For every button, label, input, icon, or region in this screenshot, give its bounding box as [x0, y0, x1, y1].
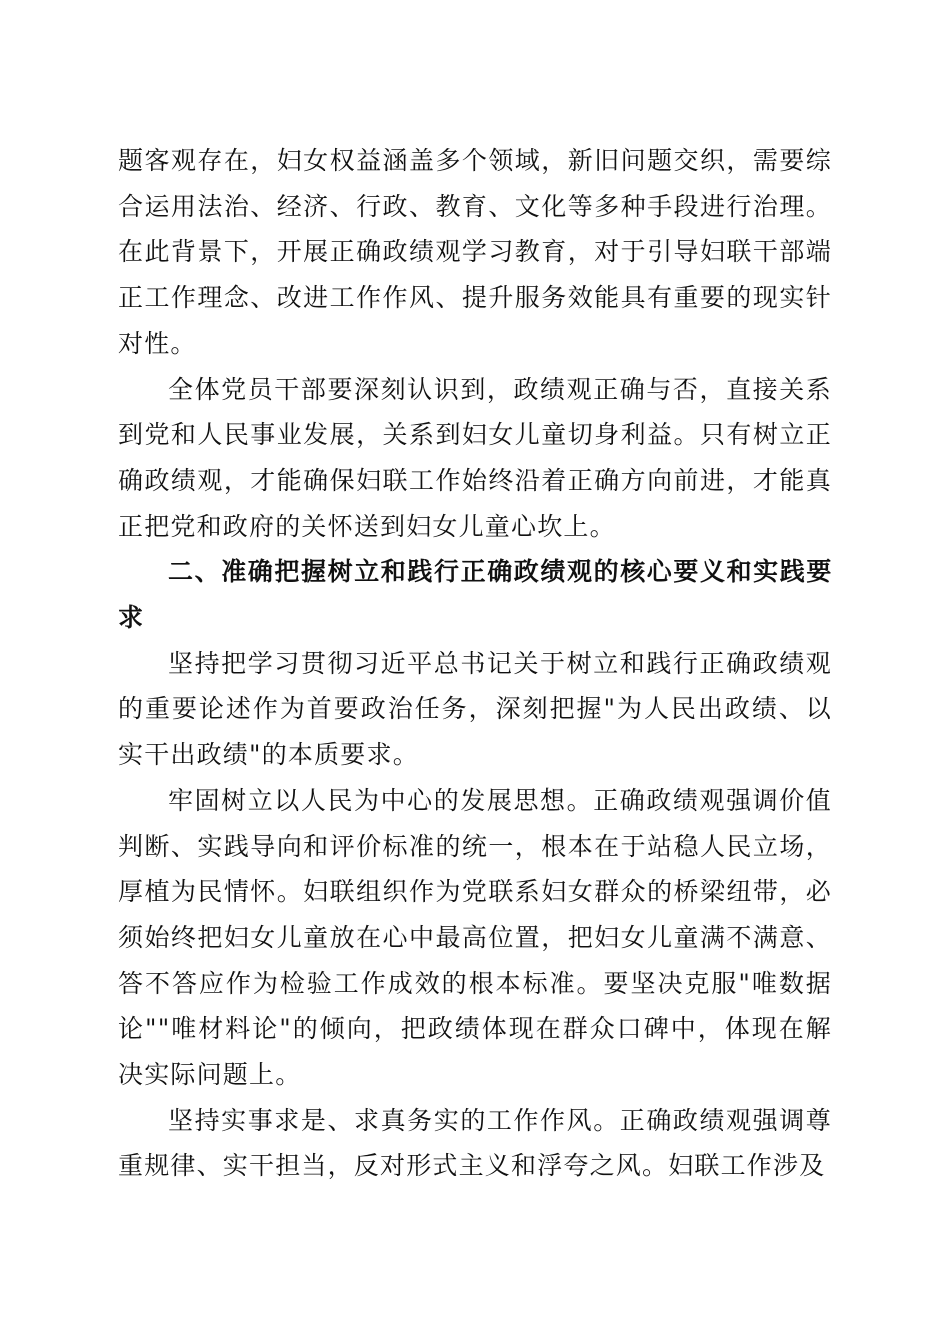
paragraph-political-task: 坚持把学习贯彻习近平总书记关于树立和践行正确政绩观的重要论述作为首要政治任务，深刻把握"为人民出政绩、以实干出政绩"的本质要求。 — [118, 648, 832, 770]
section-heading-2: 二、准确把握树立和践行正确政绩观的核心要义和实践要求 — [118, 557, 832, 633]
paragraph-work-style: 坚持实事求是、求真务实的工作作风。正确政绩观强调尊重规律、实干担当，反对形式主义和浮夸之风。妇联工作涉及 — [118, 1105, 832, 1181]
paragraph-awareness: 全体党员干部要深刻认识到，政绩观正确与否，直接关系到党和人民事业发展，关系到妇女儿童切身利益。只有树立正确政绩观，才能确保妇联工作始终沿着正确方向前进，才能真正把党和政府的关怀送到妇女儿童心坎上。 — [118, 374, 832, 541]
paragraph-people-centered: 牢固树立以人民为中心的发展思想。正确政绩观强调价值判断、实践导向和评价标准的统一，根本在于站稳人民立场，厚植为民情怀。妇联组织作为党联系妇女群众的桥梁纽带，必须始终把妇女儿童放在心中最高位置，把妇女儿童满不满意、答不答应作为检验工作成效的根本标准。要坚决克服"唯数据论""唯材料论"的倾向，把政绩体现在群众口碑中，体现在解决实际问题上。 — [118, 785, 832, 1090]
paragraph-continuation: 题客观存在，妇女权益涵盖多个领域，新旧问题交织，需要综合运用法治、经济、行政、教育、文化等多种手段进行治理。在此背景下，开展正确政绩观学习教育，对于引导妇联干部端正工作理念、改进工作作风、提升服务效能具有重要的现实针对性。 — [118, 146, 832, 358]
document-body — [118, 138, 832, 1189]
